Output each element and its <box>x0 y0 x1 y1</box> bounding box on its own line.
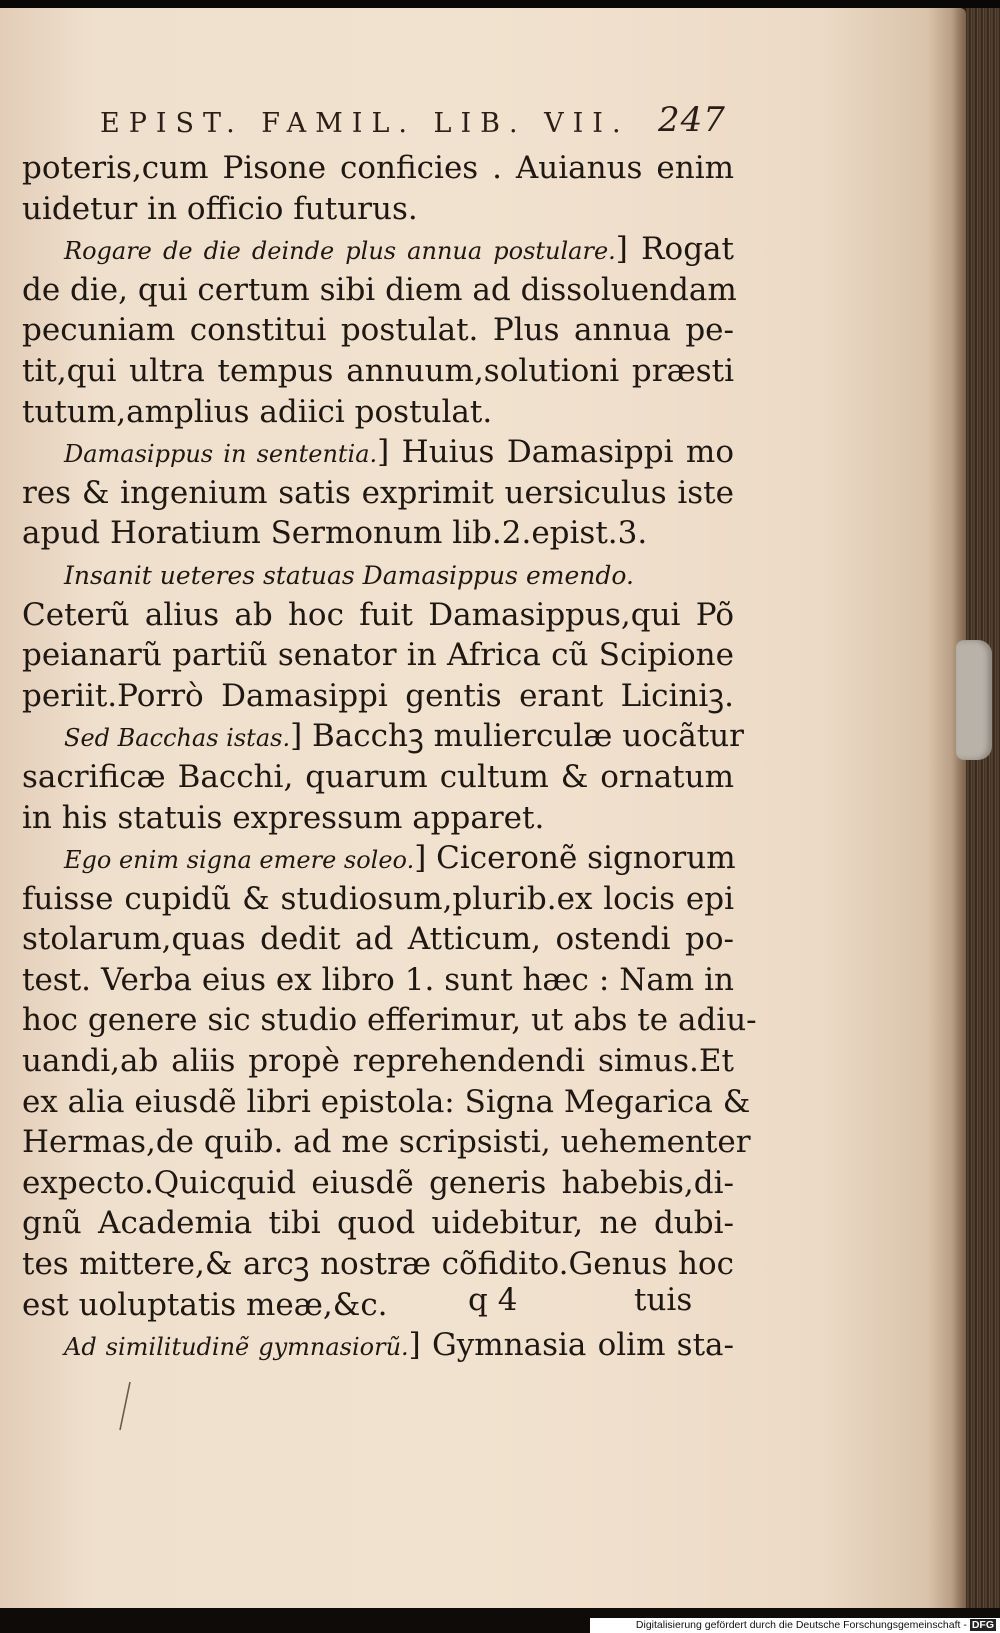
pencil-stroke <box>118 1380 132 1432</box>
lemma: Sed Bacchas istas. <box>64 724 291 753</box>
text-line <box>22 432 734 473</box>
line-text: ex alia eiusdẽ libri epistola: Signa Megarica & <box>22 1083 751 1120</box>
lemma: Rogare de die deinde plus annua postulare. <box>64 237 616 266</box>
text-line <box>22 473 734 514</box>
text-line <box>22 1000 757 1041</box>
text-line <box>22 1203 734 1244</box>
digitization-note: Digitalisierung gefördert durch die Deutsche Forschungsgemeinschaft - <box>635 1619 967 1631</box>
page-edges <box>966 8 1000 1608</box>
line-text: hoc genere sic studio efferimur, ut abs te adiu- <box>22 1002 757 1039</box>
text-line <box>22 554 734 595</box>
page-number: 247 <box>658 100 726 140</box>
text-line <box>22 351 734 392</box>
text-line <box>22 879 734 920</box>
line-text: uidetur in officio futurus. <box>22 190 418 227</box>
line-text: res & ingenium satis exprimit uersiculus iste <box>22 474 734 511</box>
line-text: tutum,amplius adiici postulat. <box>22 393 493 430</box>
verse-quotation: Insanit ueteres statuas Damasippus emendo. <box>64 560 634 590</box>
text-line <box>22 798 734 839</box>
text-line <box>22 676 734 717</box>
text-line <box>22 1122 751 1163</box>
line-text: tes mittere,& arcꝫ nostræ cõfidito.Genus hoc <box>22 1246 734 1283</box>
text-line <box>22 595 734 636</box>
line-text: peianarũ partiũ senator in Africa cũ Scipione <box>22 637 734 674</box>
line-text: ] Gymnasia olim sta- <box>408 1327 734 1364</box>
running-title: EPIST. FAMIL. LIB. VII. <box>100 108 630 139</box>
text-line <box>22 189 734 230</box>
text-line <box>22 1082 751 1123</box>
dfg-logo: DFG <box>971 1619 994 1631</box>
line-text: fuisse cupidũ & studiosum,plurib.ex locis epi <box>22 880 734 917</box>
running-header <box>100 100 740 148</box>
text-line <box>22 635 734 676</box>
line-text: Hermas,de quib. ad me scripsisti, uehementer <box>22 1124 751 1161</box>
line-text: de die, qui certum sibi diem ad dissoluendam <box>22 271 737 308</box>
line-text: pecuniam constitui postulat. Plus annua pe- <box>22 312 734 349</box>
signature-mark: q 4 <box>468 1282 518 1318</box>
text-line <box>22 513 734 554</box>
text-line <box>22 960 734 1001</box>
line-text: stolarum,quas dedit ad Atticum, ostendi po- <box>22 921 734 958</box>
line-text: ] Ciceronẽ signorum <box>414 840 736 877</box>
lemma: Damasippus in sententia. <box>64 440 378 469</box>
line-text: ] Rogat <box>615 231 734 268</box>
text-line <box>22 1041 734 1082</box>
line-text: poteris,cum Pisone conficies . Auianus enim <box>22 150 734 186</box>
text-line <box>22 1163 734 1204</box>
text-line <box>22 757 734 798</box>
line-text: uandi,ab aliis propè reprehendendi simus.Et <box>22 1043 734 1080</box>
line-text: in his statuis expressum apparet. <box>22 799 545 836</box>
line-text: gnũ Academia tibi quod uidebitur, ne dubi- <box>22 1205 734 1242</box>
lemma: Ego enim signa emere soleo. <box>64 846 415 875</box>
text-line <box>22 310 734 351</box>
lemma: Ad similitudinẽ gymnasiorũ. <box>64 1333 409 1362</box>
line-text: Ceterũ alius ab hoc fuit Damasippus,qui Põ <box>22 596 734 633</box>
text-line <box>22 716 744 757</box>
line-text: ] Huius Damasippi mo <box>377 434 734 471</box>
digitization-footer <box>590 1618 1000 1633</box>
line-text: sacrificæ Bacchi, quarum cultum & ornatum <box>22 758 734 795</box>
text-line <box>22 229 734 270</box>
text-line <box>22 1325 734 1366</box>
page-text-block <box>22 148 757 1366</box>
text-line <box>22 392 734 433</box>
catchword: tuis <box>634 1282 693 1318</box>
text-line <box>22 148 734 189</box>
line-text: expecto.Quicquid eiusdẽ generis habebis,di- <box>22 1164 734 1201</box>
page-tab-marker <box>956 640 992 760</box>
line-text: test. Verba eius ex libro 1. sunt hæc : Nam in <box>22 961 734 998</box>
text-line <box>22 1244 734 1285</box>
line-text: est uoluptatis meæ,&c. <box>22 1286 388 1323</box>
line-text: periit.Porrò Damasippi gentis erant Liciniꝫ. <box>22 677 734 714</box>
text-line <box>22 270 737 311</box>
text-line <box>22 1285 734 1326</box>
text-line <box>22 919 734 960</box>
line-text: tit,qui ultra tempus annuum,solutioni præsti <box>22 352 734 389</box>
line-text: apud Horatium Sermonum lib.2.epist.3. <box>22 515 648 552</box>
text-line <box>22 838 734 879</box>
line-text: ] Bacchꝫ mulierculæ uocãtur <box>290 718 744 755</box>
